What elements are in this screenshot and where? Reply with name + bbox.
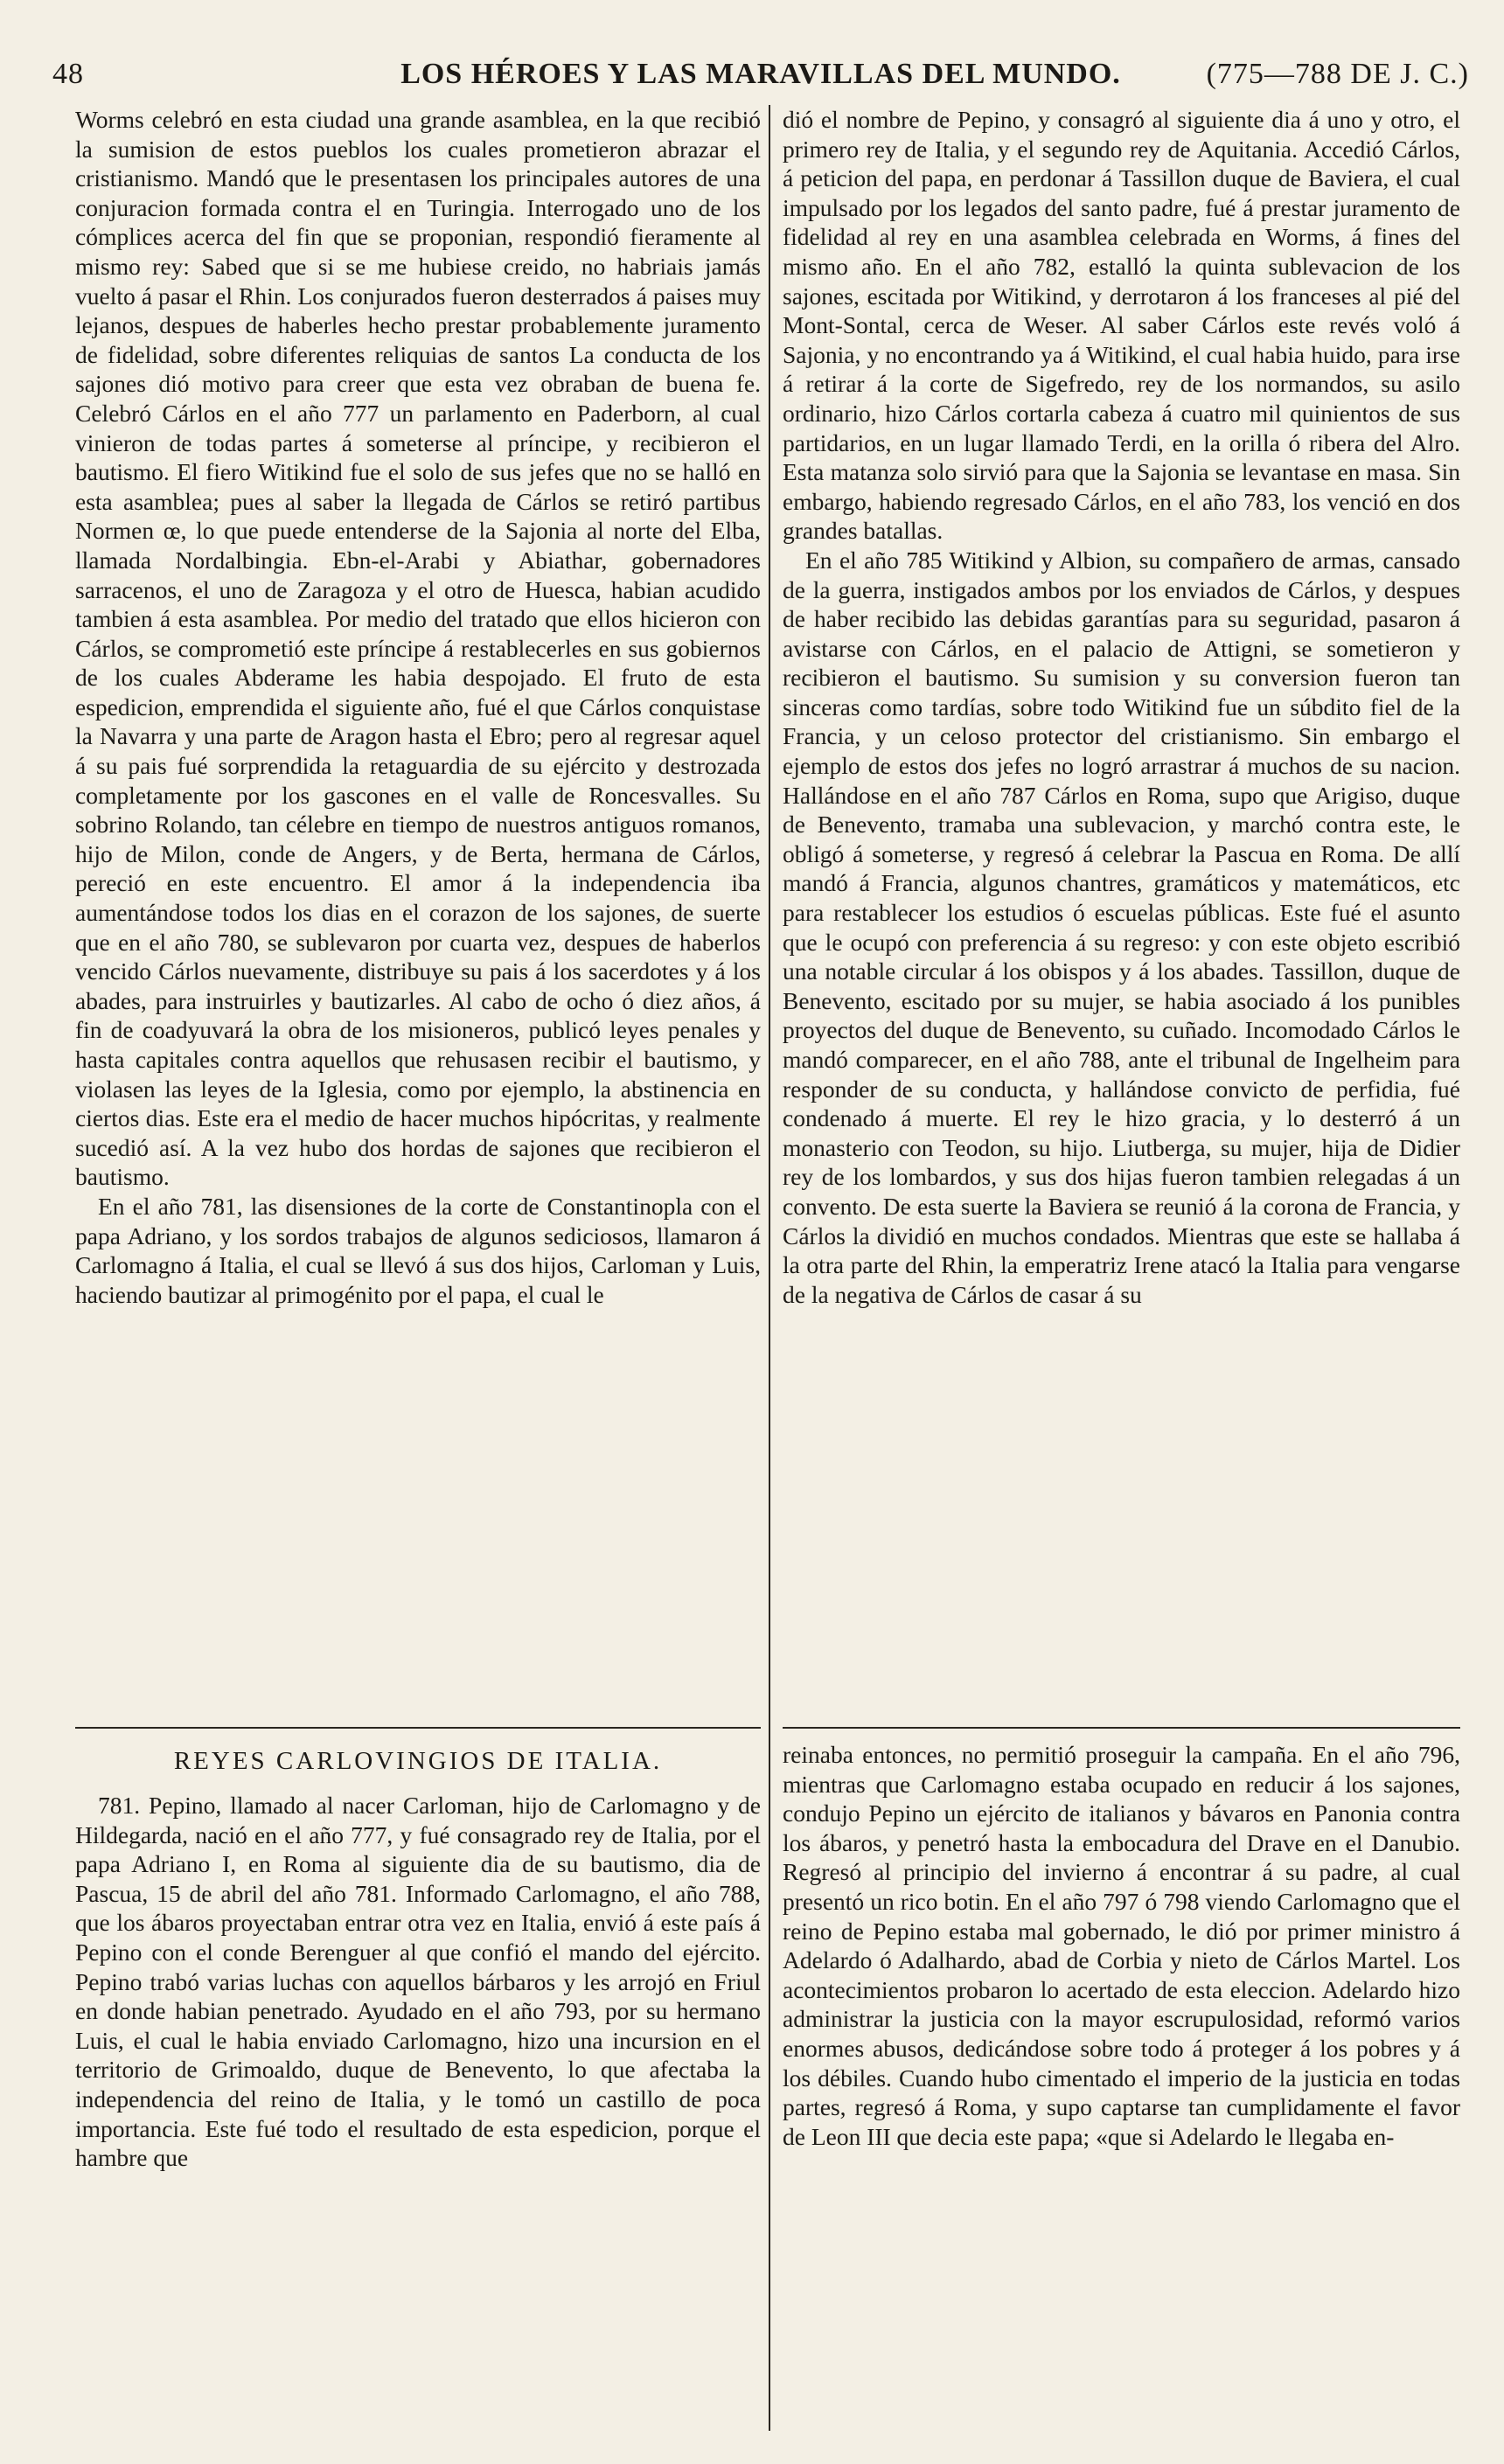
paragraph: dió el nombre de Pepino, y consagró al siguiente dia á uno y otro, el primero rey de Italia, y el segundo rey de Aquitania. Accedió Cárlos, á peticion del papa, en perdonar á Tassillon duque de Baviera, el cual impulsado por los legados del santo padre, fué á prestar juramento de fidelidad al rey en una asamblea celebrada en Worms, á fines del mismo año. En el año 782, estalló la quinta sublevacion de los sajones, escitada por Witikind, y derrotaron á los franceses al pié del Mont-Sontal, cerca de Weser. Al saber Cárlos este revés voló á Sajonia, y no encontrando ya á Witikind, el cual habia huido, para irse á retirar á la corte de Sigefredo, rey de los normandos, su asilo ordinario, hizo Cárlos cortarla cabeza á cuatro mil quinientos de sus partidarios, en un lugar llamado Terdi, en la orilla ó ribera del Alro. Esta matanza solo sirvió para que la Sajonia se levantase en masa. Sin embargo, habiendo regresado Cárlos, en el año 783, los venció en dos grandes batallas. [783,106,1460,545]
right-column-upper [783,105,1460,1309]
page-header [52,54,1469,101]
paragraph: reinaba entonces, no permitió proseguir la campaña. En el año 796, mientras que Carlomagno estaba ocupado en reducir á los sajones, condujo Pepino un ejército de italianos y bávaros en Panonia contra los ábaros, y penetró hasta la embocadura del Drave en el Danubio. Regresó al principio del invierno á encontrar á su padre, al cual presentó un rico botin. En el año 797 ó 798 viendo Carlomagno que el reino de Pepino estaba mal gobernado, le dió por primer ministro á Adelardo ó Adalhardo, abad de Corbia y nieto de Cárlos Martel. Los acontecimientos probaron lo acertado de esta eleccion. Adelardo hizo administrar la justicia con la mayor escrupulosidad, reformó varios enormes abusos, dedicándose sobre todo á proteger á los pobres y á los débiles. Cuando hubo cimentado el imperio de la justicia en todas partes, regresó á Roma, y supo captarse tan cumplidamente el favor de Leon III que decia este papa; «que si Adelardo le llegaba en- [783,1741,1460,2150]
paragraph: 781. Pepino, llamado al nacer Carloman, hijo de Carlomagno y de Hildegarda, nació en el año 777, y fué consagrado rey de Italia, por el papa Adriano I, en Roma al siguiente dia de su bautismo, dia de Pascua, 15 de abril del año 781. Informado Carlomagno, el año 788, que los ábaros proyectaban entrar otra vez en Italia, envió á este país á Pepino con el conde Berenguer al que confió el mando del ejército. Pepino trabó varias luchas con aquellos bárbaros y les arrojó en Friul en donde habian penetrado. Ayudado en el año 793, por su hermano Luis, el cual le habia enviado Carlomagno, hizo una incursion en el territorio de Grimoaldo, duque de Benevento, lo que afectaba la independencia del reino de Italia, y le tomó un castillo de poca importancia. Este fué todo el resultado de esta espedicion, porque el hambre que [75,1792,761,2172]
running-title: LOS HÉROES Y LAS MARAVILLAS DEL MUNDO. [400,58,1121,90]
section-divider [75,1727,761,1729]
left-column-lower [75,1791,761,2173]
section-divider [783,1727,1460,1729]
paragraph: En el año 785 Witikind y Albion, su compañero de armas, cansado de la guerra, instigados ambos por los enviados de Cárlos, y despues de haber recibido las debidas garantías para su seguridad, pasaron á avistarse con Cárlos, en el palacio de Attigni, se sometieron y recibieron el bautismo. Su sumision y su conversion fueron tan sinceras como tardías, sobre todo Witikind fue un súbdito fiel de la Francia, y un celoso protector del cristianismo. Sin embargo el ejemplo de estos dos jefes no logró arrastrar á muchos de su nacion. Hallándose en el año 787 Cárlos en Roma, supo que Arigiso, duque de Benevento, tramaba una sublevacion, y marchó contra este, le obligó á someterse, y regresó á celebrar la Pascua en Roma. De allí mandó á Francia, algunos chantres, gramáticos y matemáticos, etc para restablecer los estudios ó escuelas públicas. Este fué el asunto que le ocupó con preferencia á su regreso: y con este objeto escribió una notable circular á los obispos y á los abades. Tassillon, duque de Benevento, escitado por su mujer, se habia asociado á los punibles proyectos del duque de Benevento, su cuñado. Incomodado Cárlos le mandó comparecer, en el año 788, ante el tribunal de Ingelheim para responder de su conducta, y hallándose convicto de perfidia, fué condenado á muerte. El rey le hizo gracia, y lo desterró á un monasterio con Teodon, su hijo. Liutberga, su mujer, hija de Didier rey de los lombardos, y sus dos hijas fueron tambien relegadas á un convento. De esta suerte la Baviera se reunió á la corona de Francia, y Cárlos la dividió en muchos condados. Mientras que este se hallaba á la otra parte del Rhin, la emperatriz Irene atacó la Italia para vengarse de la negativa de Cárlos de casar á su [783,546,1460,1308]
date-range: (775—788 DE J. C.) [1206,58,1469,90]
paragraph: Worms celebró en esta ciudad una grande asamblea, en la que recibió la sumision de estos pueblos los cuales prometieron abrazar el cristianismo. Mandó que le presentasen los principales autores de una conjuracion formada contra el en Turingia. Interrogado uno de los cómplices acerca del fin que se proponian, respondió fieramente al mismo rey: Sabed que si se me hubiese creido, no habriais jamás vuelto á pasar el Rhin. Los conjurados fueron desterrados á paises muy lejanos, despues de haberles hecho prestar probablemente juramento de fidelidad, sobre diferentes reliquias de santos La conducta de los sajones dió motivo para creer que esta vez obraban de buena fe. Celebró Cárlos en el año 777 un parlamento en Paderborn, al cual vinieron de todas partes á someterse al príncipe, y recibieron el bautismo. El fiero Witikind fue el solo de sus jefes que no se halló en esta asamblea; pues al saber la llegada de Cárlos se retiró partibus Normen œ, lo que puede entenderse de la Sajonia al norte del Elba, llamada Nordalbingia. Ebn-el-Arabi y Abiathar, gobernadores sarracenos, el uno de Zaragoza y el otro de Huesca, habian acudido tambien á esta asamblea. Por medio del tratado que ellos hicieron con Cárlos, se comprometió este príncipe á restablecerles en sus gobiernos de los cuales Abderame les habia despojado. El fruto de esta espedicion, emprendida el siguiente año, fué el que Cárlos conquistase la Navarra y una parte de Aragon hasta el Ebro; pero al regresar aquel á su pais fué sorprendida la retaguardia de su ejército y destrozada completamente por los gascones en el valle de Roncesvalles. Su sobrino Rolando, tan célebre en tiempo de nuestros antiguos romanos, hijo de Milon, conde de Angers, y de Berta, hermana de Cárlos, pereció en este encuentro. El amor á la independencia iba aumentándose todos los dias en el corazon de los sajones, de suerte que en el año 780, se sublevaron por cuarta vez, despues de haberlos vencido Cárlos nuevamente, distribuye su pais á los sacerdotes y á los abades, para instruirles y bautizarles. Al cabo de ocho ó diez años, á fin de coadyuvará la obra de los misioneros, publicó leyes penales y hasta capitales contra aquellos que rehusasen recibir el bautismo, y violasen las leyes de la Iglesia, como por ejemplo, la abstinencia en ciertos dias. Este era el medio de hacer muchos hipócritas, y realmente sucedió así. A la vez hubo dos hordas de sajones que recibieron el bautismo. [75,106,761,1191]
paragraph: En el año 781, las disensiones de la corte de Constantinopla con el papa Adriano, y los sordos trabajos de algunos sediciosos, llamaron á Carlomagno á Italia, el cual se llevó á sus dos hijos, Carloman y Luis, haciendo bautizar al primogénito por el papa, el cual le [75,1192,761,1308]
section-title: REYES CARLOVINGIOS DE ITALIA. [173,1747,663,1775]
column-divider [769,105,770,2431]
left-column-upper [75,105,761,1309]
page-number: 48 [52,58,84,90]
right-column-lower [783,1740,1460,2151]
